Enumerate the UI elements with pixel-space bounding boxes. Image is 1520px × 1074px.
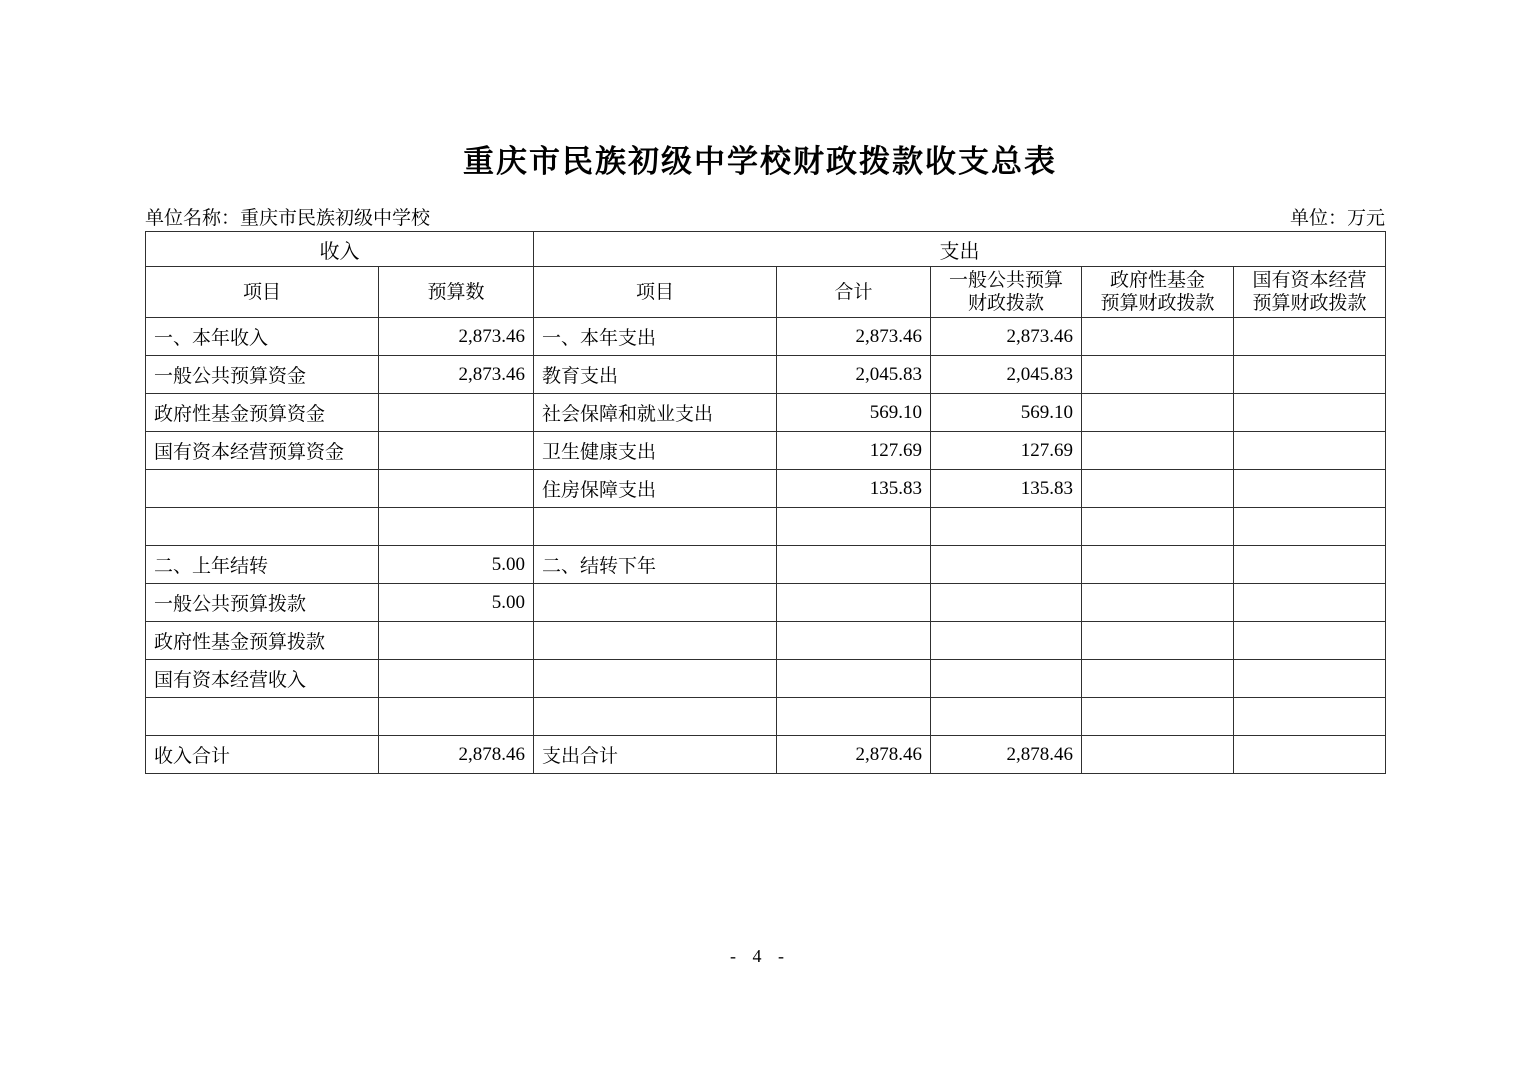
cell-income-budget: 5.00 (379, 584, 534, 622)
cell-state-capital-budget (1234, 394, 1386, 432)
table-row (146, 394, 1386, 432)
table-row (146, 622, 1386, 660)
table-row (146, 698, 1386, 736)
cell-expense-item: 社会保障和就业支出 (534, 394, 777, 432)
cell-expense-total: 135.83 (777, 470, 931, 508)
cell-state-capital-budget (1234, 470, 1386, 508)
cell-gov-fund-budget (1082, 394, 1234, 432)
col-header-line: 一般公共预算 (948, 270, 1063, 291)
cell-expense-total: 569.10 (777, 394, 931, 432)
cell-state-capital-budget (1234, 508, 1386, 546)
cell-income-item: 收入合计 (146, 736, 379, 774)
cell-expense-total (777, 660, 931, 698)
table-row (146, 318, 1386, 356)
cell-expense-total (777, 546, 931, 584)
cell-general-public-budget: 2,045.83 (931, 356, 1082, 394)
cell-state-capital-budget (1234, 698, 1386, 736)
cell-gov-fund-budget (1082, 508, 1234, 546)
cell-income-item: 二、上年结转 (146, 546, 379, 584)
table-row (146, 736, 1386, 774)
cell-expense-item: 卫生健康支出 (534, 432, 777, 470)
cell-expense-total: 2,045.83 (777, 356, 931, 394)
cell-expense-item (534, 660, 777, 698)
cell-general-public-budget (931, 546, 1082, 584)
cell-expense-item: 支出合计 (534, 736, 777, 774)
col-header-income-item: 项目 (146, 267, 379, 318)
group-header-expense: 支出 (534, 232, 1386, 267)
cell-general-public-budget: 569.10 (931, 394, 1082, 432)
cell-state-capital-budget (1234, 432, 1386, 470)
page-number: - 4 - (730, 946, 790, 966)
cell-gov-fund-budget (1082, 660, 1234, 698)
cell-gov-fund-budget (1082, 470, 1234, 508)
cell-state-capital-budget (1234, 356, 1386, 394)
col-header-income-budget: 预算数 (379, 267, 534, 318)
cell-expense-item: 教育支出 (534, 356, 777, 394)
cell-income-budget: 2,873.46 (379, 318, 534, 356)
cell-gov-fund-budget (1082, 356, 1234, 394)
cell-state-capital-budget (1234, 318, 1386, 356)
col-header-expense-item: 项目 (534, 267, 777, 318)
column-header-row (146, 267, 1386, 318)
cell-income-item: 国有资本经营收入 (146, 660, 379, 698)
cell-general-public-budget (931, 584, 1082, 622)
cell-general-public-budget: 2,878.46 (931, 736, 1082, 774)
col-header-expense-total: 合计 (777, 267, 931, 318)
cell-income-item: 国有资本经营预算资金 (146, 432, 379, 470)
cell-income-item: 政府性基金预算拨款 (146, 622, 379, 660)
unit-name-label: 单位名称：重庆市民族初级中学校 (145, 208, 431, 229)
table-row (146, 660, 1386, 698)
cell-general-public-budget (931, 622, 1082, 660)
cell-gov-fund-budget (1082, 736, 1234, 774)
cell-general-public-budget: 127.69 (931, 432, 1082, 470)
cell-state-capital-budget (1234, 622, 1386, 660)
cell-expense-item (534, 508, 777, 546)
group-header-row (146, 232, 1386, 267)
cell-state-capital-budget (1234, 546, 1386, 584)
budget-summary-table (145, 231, 1386, 774)
cell-income-budget: 2,878.46 (379, 736, 534, 774)
cell-general-public-budget (931, 698, 1082, 736)
cell-income-budget: 5.00 (379, 546, 534, 584)
cell-gov-fund-budget (1082, 318, 1234, 356)
cell-expense-item (534, 698, 777, 736)
unit-label: 单位：万元 (1289, 208, 1385, 229)
cell-expense-total (777, 584, 931, 622)
cell-income-item: 一般公共预算拨款 (146, 584, 379, 622)
cell-gov-fund-budget (1082, 698, 1234, 736)
table-row (146, 508, 1386, 546)
cell-gov-fund-budget (1082, 584, 1234, 622)
cell-state-capital-budget (1234, 584, 1386, 622)
cell-income-item: 一、本年收入 (146, 318, 379, 356)
document-title: 重庆市民族初级中学校财政拨款收支总表 (463, 144, 1057, 179)
cell-income-budget (379, 622, 534, 660)
cell-gov-fund-budget (1082, 546, 1234, 584)
cell-general-public-budget (931, 660, 1082, 698)
col-header-line: 财政拨款 (967, 293, 1044, 314)
cell-income-budget (379, 660, 534, 698)
col-header-gov-fund-budget (1082, 267, 1234, 318)
group-header-income: 收入 (146, 232, 534, 267)
cell-expense-total: 2,873.46 (777, 318, 931, 356)
col-header-line: 国有资本经营 (1252, 270, 1367, 291)
col-header-state-capital-budget (1234, 267, 1386, 318)
cell-state-capital-budget (1234, 660, 1386, 698)
cell-general-public-budget: 135.83 (931, 470, 1082, 508)
cell-expense-item (534, 622, 777, 660)
cell-income-budget (379, 394, 534, 432)
cell-income-budget (379, 470, 534, 508)
cell-income-item (146, 698, 379, 736)
cell-gov-fund-budget (1082, 622, 1234, 660)
table-row (146, 546, 1386, 584)
col-header-line: 预算财政拨款 (1100, 293, 1215, 314)
cell-income-budget (379, 508, 534, 546)
table-body (146, 318, 1386, 774)
cell-expense-item: 住房保障支出 (534, 470, 777, 508)
cell-expense-total: 127.69 (777, 432, 931, 470)
col-header-line: 政府性基金 (1109, 270, 1205, 291)
cell-expense-item (534, 584, 777, 622)
cell-general-public-budget: 2,873.46 (931, 318, 1082, 356)
cell-income-item: 一般公共预算资金 (146, 356, 379, 394)
cell-expense-total (777, 508, 931, 546)
table-row (146, 584, 1386, 622)
cell-gov-fund-budget (1082, 432, 1234, 470)
cell-income-budget (379, 432, 534, 470)
cell-expense-total: 2,878.46 (777, 736, 931, 774)
table-row (146, 470, 1386, 508)
cell-expense-item: 一、本年支出 (534, 318, 777, 356)
cell-state-capital-budget (1234, 736, 1386, 774)
cell-income-budget: 2,873.46 (379, 356, 534, 394)
cell-income-item: 政府性基金预算资金 (146, 394, 379, 432)
col-header-general-public-budget (931, 267, 1082, 318)
meta-line (145, 203, 1385, 230)
cell-expense-item: 二、结转下年 (534, 546, 777, 584)
cell-general-public-budget (931, 508, 1082, 546)
col-header-line: 预算财政拨款 (1252, 293, 1367, 314)
table-row (146, 356, 1386, 394)
cell-income-budget (379, 698, 534, 736)
cell-expense-total (777, 698, 931, 736)
table-row (146, 432, 1386, 470)
cell-income-item (146, 508, 379, 546)
cell-expense-total (777, 622, 931, 660)
cell-income-item (146, 470, 379, 508)
